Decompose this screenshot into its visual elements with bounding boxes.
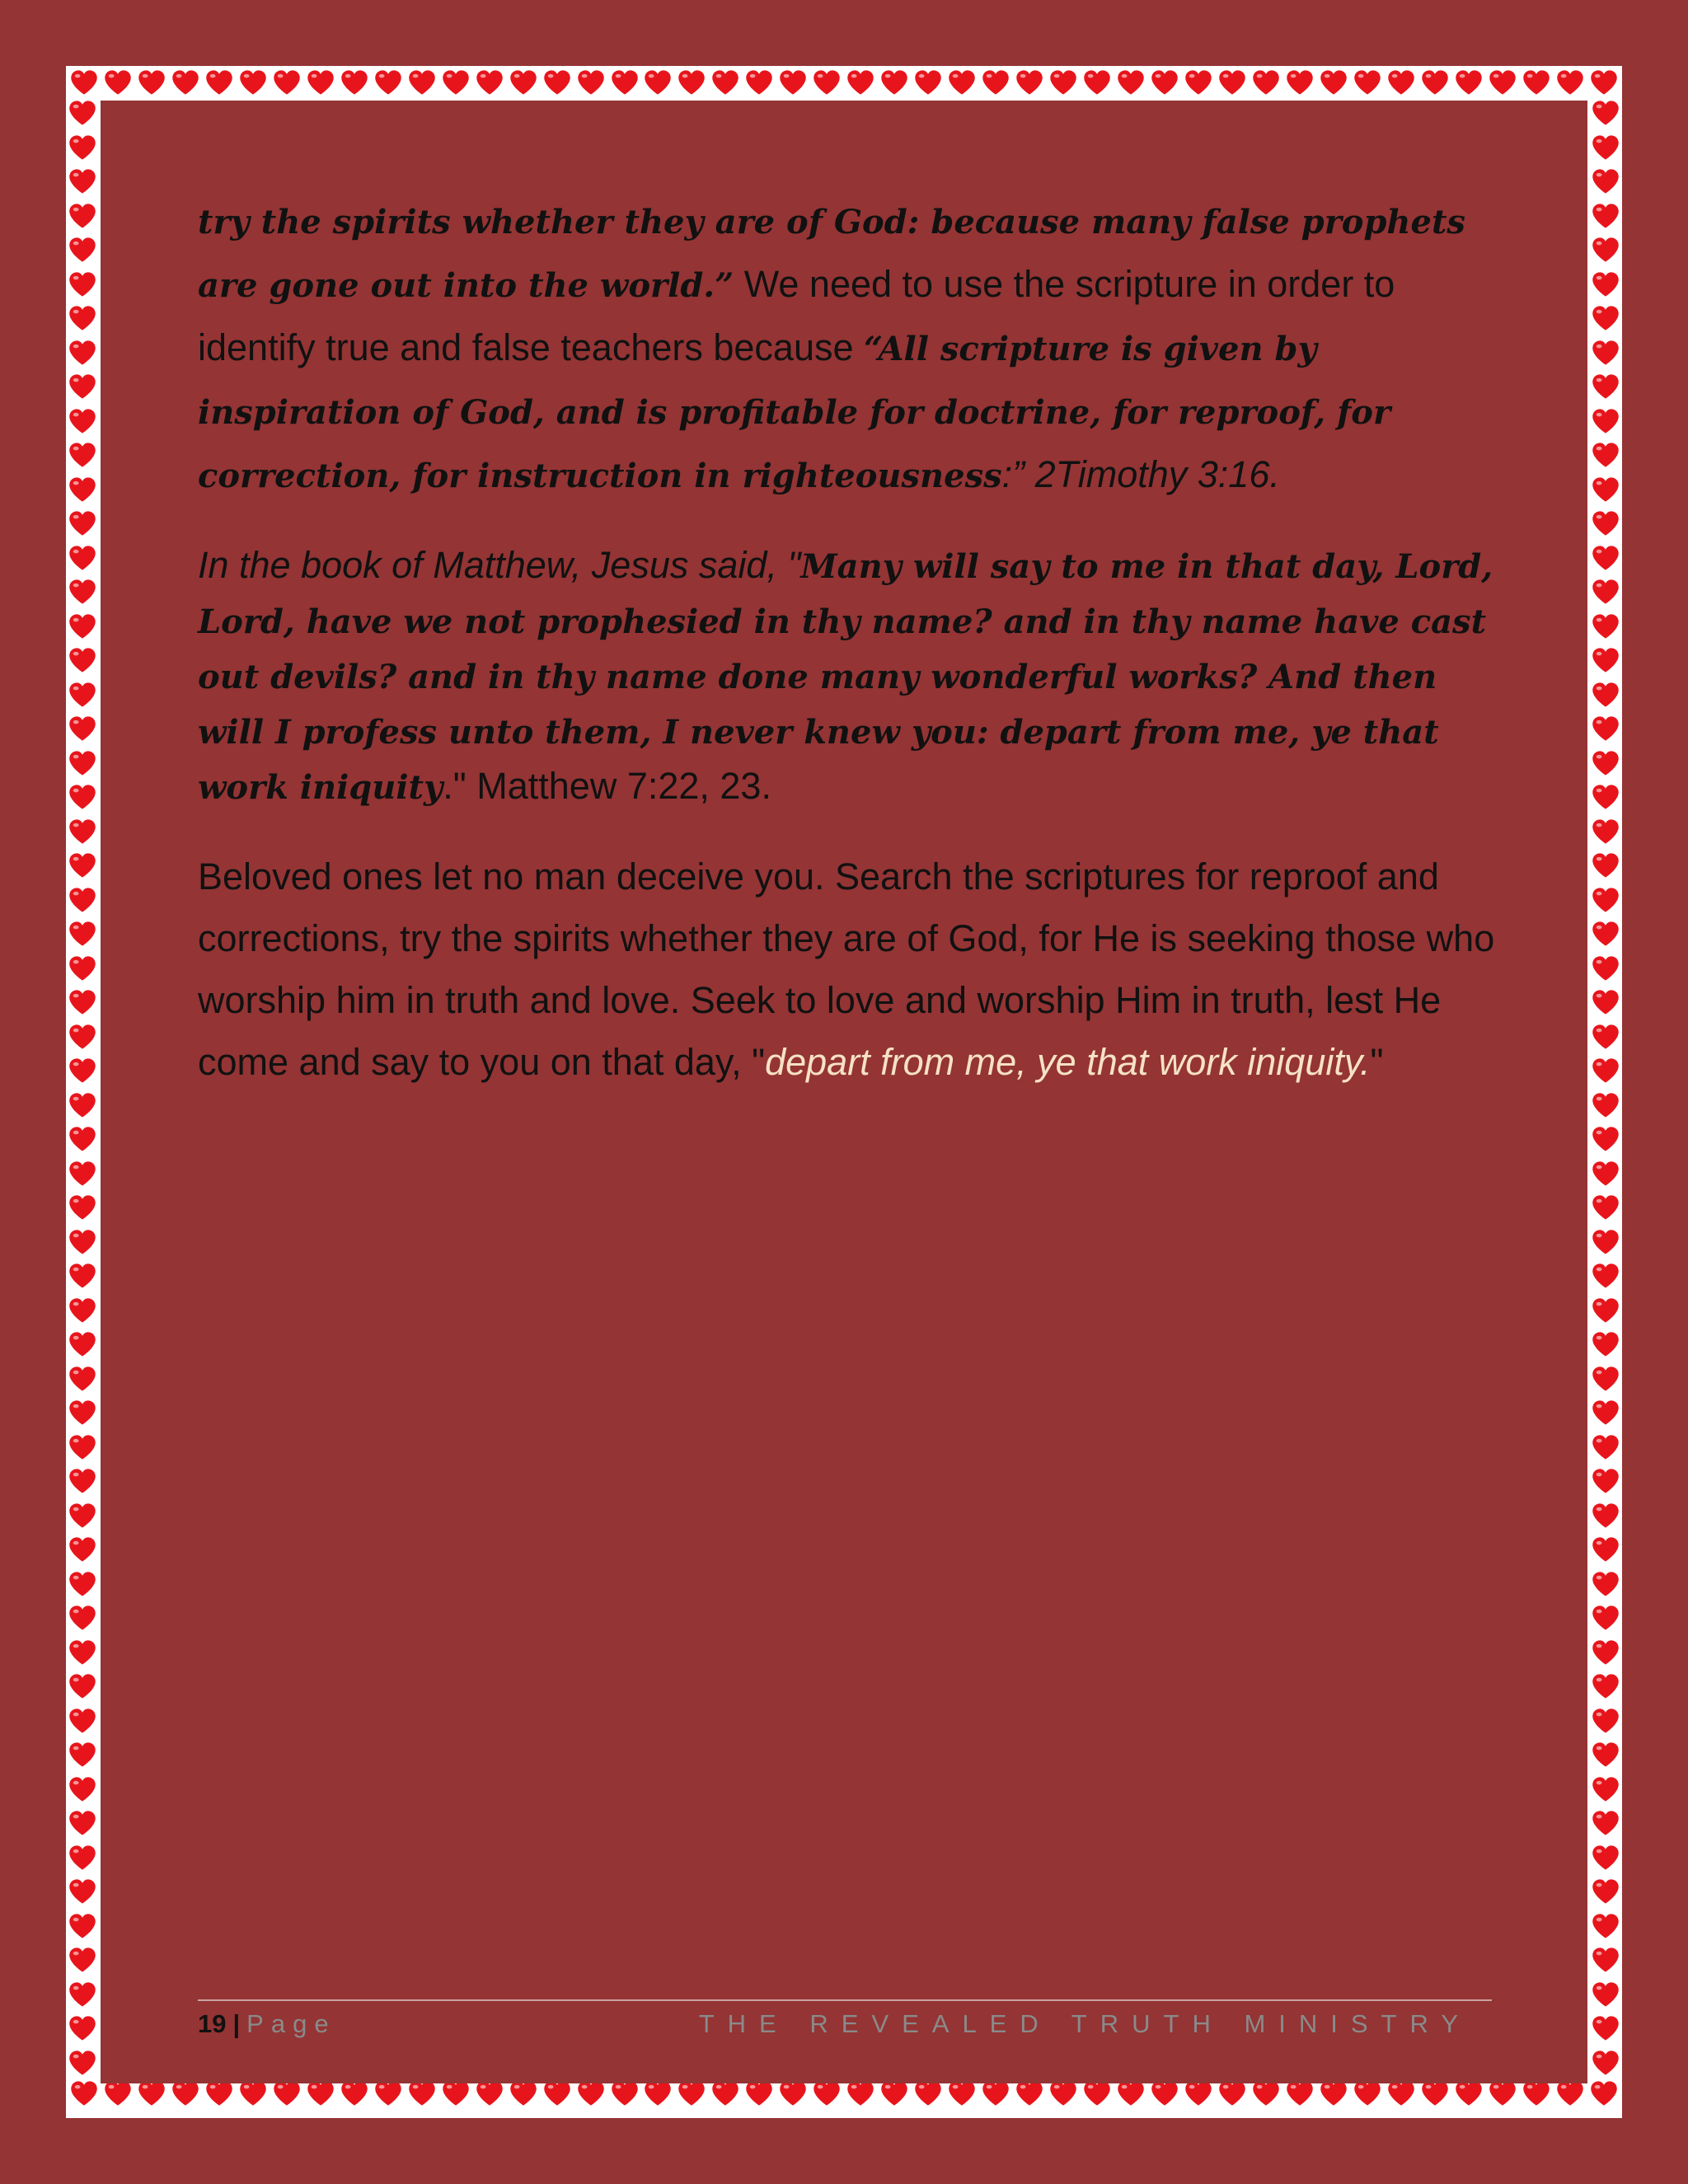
heart-icon (68, 920, 97, 948)
heart-icon (1591, 2014, 1620, 2042)
heart-icon (1591, 612, 1620, 640)
heart-icon (68, 407, 97, 435)
heart-icon (1184, 2079, 1213, 2107)
heart-icon (1488, 68, 1517, 96)
heart-icon (1591, 1535, 1620, 1563)
heart-icon (1184, 68, 1213, 96)
heart-icon (475, 68, 504, 96)
heart-icon (68, 476, 97, 504)
heart-icon (1591, 236, 1620, 264)
heart-icon (710, 2079, 740, 2107)
heart-icon (68, 1262, 97, 1290)
heart-icon (68, 988, 97, 1016)
heart-icon (68, 612, 97, 640)
heart-icon (1591, 304, 1620, 332)
heart-icon (1589, 2079, 1619, 2107)
scripture-reference-timothy: :” 2Timothy 3:16. (1001, 453, 1280, 495)
heart-icon (1116, 2079, 1146, 2107)
document-content (198, 190, 1500, 1124)
heart-icon (1217, 2079, 1247, 2107)
heart-icon (68, 1091, 97, 1119)
heart-icon (744, 2079, 774, 2107)
heart-icon (137, 2079, 166, 2107)
heart-icon (1285, 2079, 1315, 2107)
heart-icon (1591, 2049, 1620, 2077)
heart-icon (1591, 1672, 1620, 1700)
heart-icon (913, 2079, 943, 2107)
heart-icon (913, 68, 943, 96)
heart-icon (1353, 2079, 1382, 2107)
heart-icon (407, 2079, 437, 2107)
heart-icon (103, 2079, 133, 2107)
heart-icon (69, 68, 99, 96)
heart-icon (1591, 1160, 1620, 1188)
heart-icon (204, 2079, 234, 2107)
heart-icon (1591, 954, 1620, 982)
heart-icon (1591, 544, 1620, 572)
heart-icon (68, 1228, 97, 1256)
paragraph-1 (198, 190, 1500, 507)
heart-icon (68, 339, 97, 367)
heart-icon (68, 1912, 97, 1940)
heart-icon (1591, 1228, 1620, 1256)
heart-icon (1522, 68, 1551, 96)
heart-icon (879, 2079, 909, 2107)
heart-icon (981, 2079, 1010, 2107)
heart-icon (1251, 68, 1281, 96)
heart-icon (68, 851, 97, 879)
heart-icon (710, 68, 740, 96)
highlighted-quote: depart from me, ye that work iniquity. (765, 1041, 1371, 1083)
heart-icon (68, 1809, 97, 1837)
heart-icon (373, 68, 403, 96)
heart-icon (1591, 920, 1620, 948)
heart-icon (68, 578, 97, 606)
heart-icon (1454, 68, 1484, 96)
paragraph-1-text: We need to use the scripture in order to identify true and false teachers because (198, 263, 1395, 368)
heart-icon (1591, 99, 1620, 127)
heart-icon (1591, 1330, 1620, 1358)
heart-icon (1217, 68, 1247, 96)
heart-icon (1591, 441, 1620, 469)
heart-icon (1591, 1946, 1620, 1974)
heart-icon (171, 68, 200, 96)
heart-icon (1591, 1023, 1620, 1051)
heart-icon (1251, 2079, 1281, 2107)
heart-icon (1591, 1296, 1620, 1324)
heart-icon (407, 68, 437, 96)
heart-icon (272, 2079, 302, 2107)
heart-icon (1591, 1502, 1620, 1530)
heart-icon (373, 2079, 403, 2107)
heart-icon (1591, 646, 1620, 674)
heart-icon (68, 1057, 97, 1085)
heart-icon (441, 2079, 471, 2107)
heart-icon (1591, 1193, 1620, 1221)
paragraph-3-text: Beloved ones let no man deceive you. Search the scriptures for reproof and corrections, try the spirits whether they are of God, for He is seeking those who worship him in truth and love. Seek to love and worship Him in truth, lest He come and say to you on that day, " (198, 855, 1495, 1083)
heart-icon (1015, 68, 1044, 96)
heart-icon (68, 749, 97, 777)
heart-icon (68, 1023, 97, 1051)
heart-icon (68, 1946, 97, 1974)
page-number: 19 (198, 2009, 227, 2038)
heart-icon (306, 68, 335, 96)
heart-icon (1591, 1057, 1620, 1085)
heart-icon (1420, 68, 1450, 96)
heart-icon (1591, 476, 1620, 504)
heart-icon (68, 270, 97, 298)
heart-icon (1591, 715, 1620, 743)
heart-icon (1591, 1365, 1620, 1393)
heart-icon (1591, 783, 1620, 811)
heart-icon (68, 1638, 97, 1666)
heart-icon (1591, 749, 1620, 777)
heart-icon (68, 1160, 97, 1188)
heart-icon (643, 2079, 673, 2107)
page-footer (198, 2008, 1471, 2041)
heart-icon (1319, 68, 1348, 96)
heart-icon (610, 68, 640, 96)
heart-icon (68, 1741, 97, 1769)
heart-icon (238, 68, 268, 96)
heart-icon (542, 68, 572, 96)
heart-border-left (66, 99, 99, 2077)
heart-icon (1454, 2079, 1484, 2107)
heart-icon (1386, 68, 1416, 96)
heart-icon (1591, 1707, 1620, 1735)
heart-icon (812, 68, 842, 96)
heart-icon (879, 68, 909, 96)
page-number-block (198, 2009, 336, 2039)
heart-icon (68, 1193, 97, 1221)
heart-icon (68, 1570, 97, 1598)
heart-icon (68, 1672, 97, 1700)
heart-icon (1591, 202, 1620, 230)
paragraph-3 (198, 846, 1500, 1093)
heart-icon (542, 2079, 572, 2107)
heart-icon (68, 441, 97, 469)
heart-icon (68, 1775, 97, 1803)
heart-icon (68, 236, 97, 264)
page-label: Page (246, 2009, 336, 2038)
heart-icon (1591, 407, 1620, 435)
heart-icon (1285, 68, 1315, 96)
heart-icon (1082, 68, 1112, 96)
heart-icon (68, 1467, 97, 1495)
heart-icon (1591, 1980, 1620, 2008)
heart-icon (1048, 2079, 1078, 2107)
heart-icon (306, 2079, 335, 2107)
heart-icon (69, 2079, 99, 2107)
heart-icon (1591, 134, 1620, 162)
heart-icon (1319, 2079, 1348, 2107)
heart-icon (68, 304, 97, 332)
heart-icon (1591, 1091, 1620, 1119)
paragraph-2 (198, 538, 1500, 814)
heart-icon (744, 68, 774, 96)
heart-icon (981, 68, 1010, 96)
scripture-quote-timothy: “All scripture is given by inspiration of God, and is profitable for doctrine, for reproof, for correction, for instruction in righteousness (198, 330, 1391, 495)
heart-icon (1591, 1638, 1620, 1666)
ministry-name: THE REVEALED TRUTH MINISTRY (698, 2009, 1471, 2038)
heart-icon (68, 2014, 97, 2042)
heart-icon (509, 2079, 538, 2107)
heart-icon (68, 1877, 97, 1905)
heart-icon (68, 783, 97, 811)
heart-icon (1591, 509, 1620, 537)
heart-icon (272, 68, 302, 96)
heart-icon (137, 68, 166, 96)
heart-icon (677, 2079, 706, 2107)
heart-icon (68, 1399, 97, 1427)
scripture-quote-john: try the spirits whether they are of God: because many false prophets are gone out into the world.” (198, 203, 1465, 305)
paragraph-2-intro: In the book of Matthew, Jesus said, " (198, 544, 801, 586)
heart-icon (68, 134, 97, 162)
heart-icon (1150, 68, 1179, 96)
heart-icon (1555, 2079, 1585, 2107)
heart-icon (204, 68, 234, 96)
heart-icon (68, 1365, 97, 1393)
heart-icon (1591, 1433, 1620, 1461)
heart-icon (1420, 2079, 1450, 2107)
heart-icon (68, 954, 97, 982)
heart-icon (947, 2079, 977, 2107)
heart-icon (1591, 851, 1620, 879)
heart-icon (1591, 1912, 1620, 1940)
heart-icon (1591, 373, 1620, 401)
heart-icon (1150, 2079, 1179, 2107)
heart-icon (68, 681, 97, 709)
closing-quote-mark: " (1370, 1041, 1384, 1083)
heart-icon (68, 99, 97, 127)
heart-icon (1488, 2079, 1517, 2107)
heart-icon (1591, 1125, 1620, 1153)
heart-icon (475, 2079, 504, 2107)
heart-icon (340, 2079, 369, 2107)
heart-icon (1591, 1467, 1620, 1495)
heart-icon (1591, 270, 1620, 298)
heart-icon (103, 68, 133, 96)
heart-icon (68, 1502, 97, 1530)
heart-icon (68, 373, 97, 401)
heart-icon (1591, 1877, 1620, 1905)
heart-icon (1591, 578, 1620, 606)
heart-icon (1591, 1604, 1620, 1632)
heart-icon (68, 1330, 97, 1358)
heart-icon (1591, 167, 1620, 195)
heart-icon (846, 68, 875, 96)
heart-icon (1591, 1809, 1620, 1837)
heart-icon (1591, 988, 1620, 1016)
heart-icon (1116, 68, 1146, 96)
heart-icon (68, 1433, 97, 1461)
heart-icon (1591, 339, 1620, 367)
heart-icon (1353, 68, 1382, 96)
heart-icon (1591, 1741, 1620, 1769)
heart-icon (1522, 2079, 1551, 2107)
heart-icon (778, 68, 808, 96)
heart-icon (1591, 1570, 1620, 1598)
heart-icon (947, 68, 977, 96)
heart-icon (1591, 1775, 1620, 1803)
heart-icon (171, 2079, 200, 2107)
heart-icon (1048, 68, 1078, 96)
scripture-reference-matthew: ." Matthew 7:22, 23. (443, 765, 771, 807)
heart-icon (441, 68, 471, 96)
heart-icon (1591, 1399, 1620, 1427)
heart-icon (1591, 818, 1620, 846)
heart-icon (1082, 2079, 1112, 2107)
heart-icon (68, 886, 97, 914)
heart-icon (610, 2079, 640, 2107)
heart-icon (1591, 681, 1620, 709)
heart-icon (846, 2079, 875, 2107)
heart-icon (1589, 68, 1619, 96)
heart-icon (1591, 1844, 1620, 1872)
heart-icon (238, 2079, 268, 2107)
heart-icon (68, 1707, 97, 1735)
heart-icon (812, 2079, 842, 2107)
heart-icon (68, 715, 97, 743)
heart-icon (576, 68, 606, 96)
heart-icon (1591, 886, 1620, 914)
heart-icon (509, 68, 538, 96)
scripture-quote-matthew: Many will say to me in that day, Lord, Lord, have we not prophesied in thy name? and in thy name have cast out devils? and in thy name done many wonderful works? And then will I profess unto them, I never knew you: depart from me, ye that work iniquity (198, 547, 1493, 807)
heart-border-right (1589, 99, 1622, 2077)
heart-icon (68, 1844, 97, 1872)
heart-icon (778, 2079, 808, 2107)
heart-icon (68, 2049, 97, 2077)
heart-icon (68, 167, 97, 195)
heart-icon (1555, 68, 1585, 96)
heart-icon (68, 1535, 97, 1563)
heart-icon (68, 1604, 97, 1632)
footer-divider (198, 1999, 1492, 2001)
heart-icon (68, 509, 97, 537)
heart-icon (68, 1296, 97, 1324)
heart-icon (68, 202, 97, 230)
heart-icon (1386, 2079, 1416, 2107)
heart-border-top (69, 66, 1619, 99)
heart-icon (643, 68, 673, 96)
heart-icon (1591, 1262, 1620, 1290)
heart-icon (677, 68, 706, 96)
heart-icon (68, 1980, 97, 2008)
heart-icon (340, 68, 369, 96)
heart-icon (68, 1125, 97, 1153)
heart-icon (576, 2079, 606, 2107)
heart-icon (68, 818, 97, 846)
heart-icon (68, 544, 97, 572)
heart-icon (68, 646, 97, 674)
heart-icon (1015, 2079, 1044, 2107)
footer-separator: | (232, 2009, 241, 2038)
